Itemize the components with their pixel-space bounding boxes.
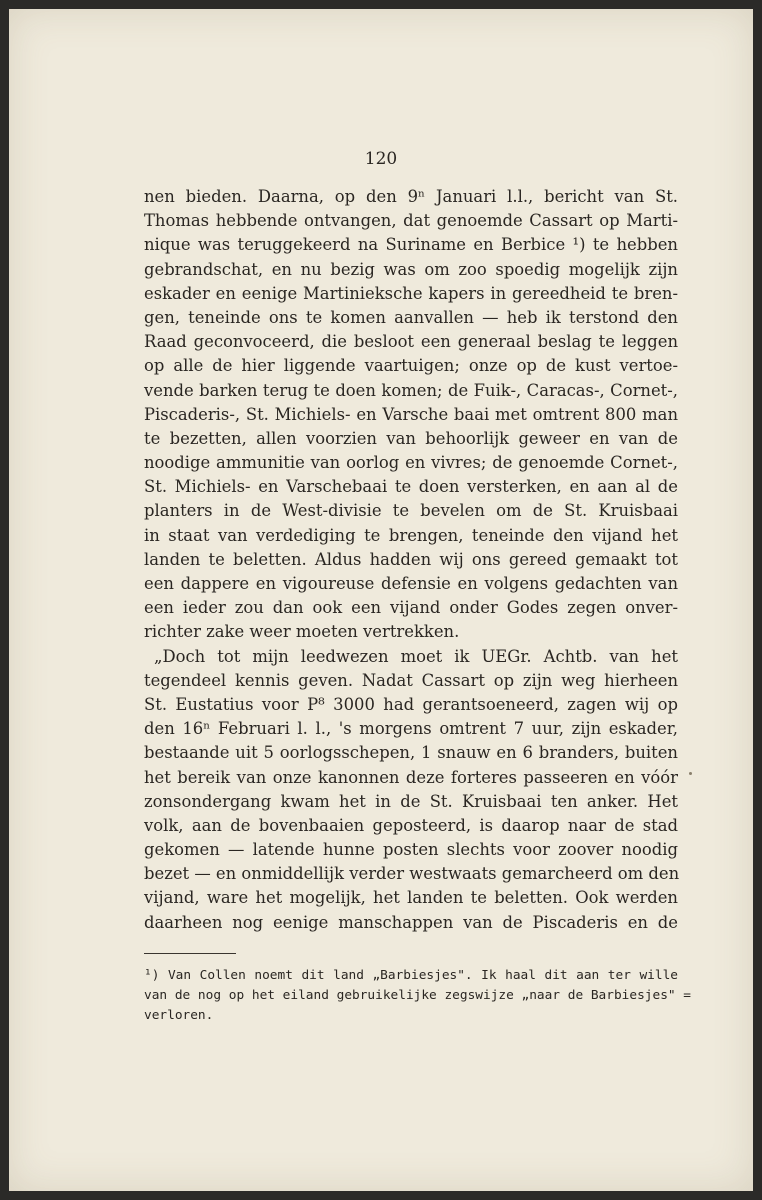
footnote-divider	[144, 953, 236, 954]
text-line: noodige ammunitie van oorlog en vivres; de genoemde Cornet-,	[144, 453, 678, 473]
page-number: 120	[364, 149, 398, 169]
footnote-line: van de nog op het eiland gebruikelijke zegswijze „naar de Barbiesjes" =	[144, 988, 692, 1003]
text-line: eskader en eenige Martinieksche kapers in gereedheid te bren-	[144, 283, 678, 303]
footnote	[144, 966, 692, 1026]
text-line: bestaande uit 5 oorlogsschepen, 1 snauw en 6 branders, buiten	[144, 743, 678, 763]
text-line: St. Michiels- en Varschebaai te doen versterken, en aan al de	[144, 477, 678, 497]
text-line: tegendeel kennis geven. Nadat Cassart op zijn weg hierheen	[144, 670, 678, 690]
text-line: nen bieden. Daarna, op den 9ⁿ Januari l.l., bericht van St.	[144, 187, 678, 206]
text-line: het bereik van onze kanonnen deze forteres passeeren en vóór	[144, 767, 678, 787]
footnote-line: ¹) Van Collen noemt dit land „Barbiesjes". Ik haal dit aan ter wille	[144, 968, 678, 983]
text-line: St. Eustatius voor P⁸ 3000 had gerantsoeneerd, zagen wij op	[144, 694, 678, 714]
text-line: richter zake weer moeten vertrekken.	[144, 622, 460, 642]
text-line: te bezetten, allen voorzien van behoorlijk geweer en van de	[144, 428, 678, 448]
text-line: gebrandschat, en nu bezig was om zoo spoedig mogelijk zijn	[144, 259, 678, 279]
text-line: „Doch tot mijn leedwezen moet ik UEGr. Achtb. van het	[154, 646, 678, 666]
text-line: zonsondergang kwam het in de St. Kruisbaai ten anker. Het	[144, 791, 678, 811]
text-line: Raad geconvoceerd, die besloot een generaal beslag te leggen	[144, 332, 678, 352]
text-line: vijand, ware het mogelijk, het landen te beletten. Ook werden	[144, 888, 678, 908]
paper-speck	[689, 772, 692, 775]
text-line: een dappere en vigoureuse defensie en volgens gedachten van	[144, 574, 678, 593]
book-page	[9, 9, 753, 1191]
footnote-line: verloren.	[144, 1008, 214, 1023]
text-line: landen te beletten. Aldus hadden wij ons gereed gemaakt tot	[144, 549, 678, 569]
text-line: een ieder zou dan ook een vijand onder Godes zegen onver-	[144, 598, 678, 618]
text-line: op alle de hier liggende vaartuigen; onze op de kust vertoe-	[144, 356, 678, 376]
text-line: Thomas hebbende ontvangen, dat genoemde Cassart op Marti-	[144, 211, 678, 231]
text-line: gekomen — latende hunne posten slechts voor zoover noodig	[144, 840, 678, 860]
text-line: volk, aan de bovenbaaien geposteerd, is daarop naar de stad	[144, 815, 678, 835]
body-text	[144, 185, 678, 935]
text-line: in staat van verdediging te brengen, teneinde den vijand het	[144, 525, 678, 545]
text-line: vende barken terug te doen komen; de Fuik-, Caracas-, Cornet-,	[144, 380, 678, 400]
text-line: Piscaderis-, St. Michiels- en Varsche baai met omtrent 800 man	[144, 404, 678, 424]
text-line: gen, teneinde ons te komen aanvallen — heb ik terstond den	[144, 307, 678, 327]
text-line: bezet — en onmiddellijk verder westwaats gemarcheerd om den	[144, 864, 680, 884]
text-line: nique was teruggekeerd na Suriname en Berbice ¹) te hebben	[144, 235, 678, 255]
text-line: daarheen nog eenige manschappen van de Piscaderis en de	[144, 912, 678, 932]
text-line: planters in de West-divisie te bevelen om de St. Kruisbaai	[144, 501, 678, 521]
text-line: den 16ⁿ Februari l. l., 's morgens omtrent 7 uur, zijn eskader,	[144, 719, 678, 739]
